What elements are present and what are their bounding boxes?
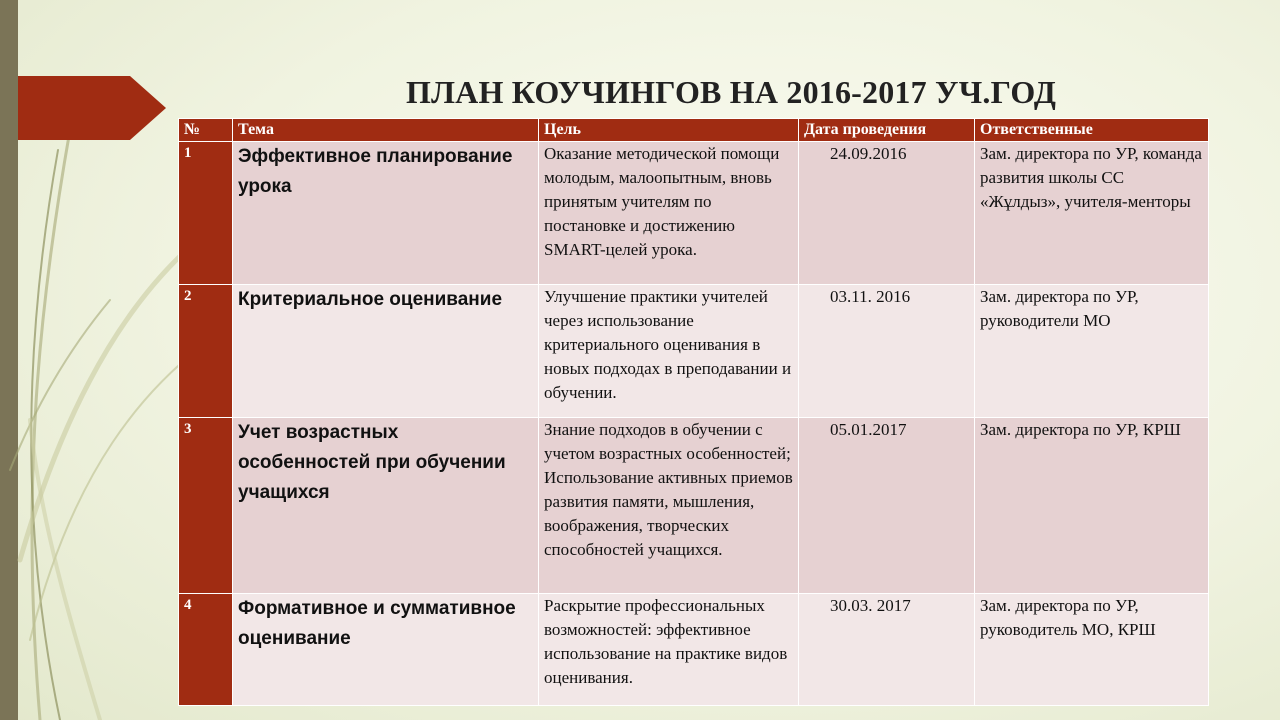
row-responsible: Зам. директора по УР, КРШ: [975, 418, 1209, 594]
row-number: 3: [179, 418, 233, 594]
row-date: 03.11. 2016: [799, 285, 975, 418]
coaching-plan-table: [178, 118, 1209, 706]
table-row: [179, 285, 1209, 418]
row-date: 30.03. 2017: [799, 594, 975, 706]
row-goal: Раскрытие профессиональных возможностей: эффективное использование на практике видов оценивания.: [539, 594, 799, 706]
header-goal: Цель: [539, 119, 799, 142]
row-number: 4: [179, 594, 233, 706]
row-goal: Оказание методической помощи молодым, малоопытным, вновь принятым учителям по постановке и достижению SMART-целей урока.: [539, 142, 799, 285]
row-responsible: Зам. директора по УР, руководитель МО, КРШ: [975, 594, 1209, 706]
row-number: 2: [179, 285, 233, 418]
table-row: [179, 142, 1209, 285]
table-row: [179, 418, 1209, 594]
table-header-row: [179, 119, 1209, 142]
row-date: 24.09.2016: [799, 142, 975, 285]
row-date: 05.01.2017: [799, 418, 975, 594]
row-goal: Знание подходов в обучении с учетом возрастных особенностей; Использование активных приемов развития памяти, мышления, воображения, творческих способностей учащихся.: [539, 418, 799, 594]
row-topic: Эффективное планирование урока: [233, 142, 539, 285]
row-number: 1: [179, 142, 233, 285]
row-topic: Критериальное оценивание: [233, 285, 539, 418]
header-date: Дата проведения: [799, 119, 975, 142]
row-responsible: Зам. директора по УР, команда развития школы СС «Жұлдыз», учителя-менторы: [975, 142, 1209, 285]
header-topic: Тема: [233, 119, 539, 142]
slide-title: ПЛАН КОУЧИНГОВ НА 2016-2017 УЧ.ГОД: [406, 74, 1057, 110]
arrow-banner-shape: [18, 76, 166, 140]
row-goal: Улучшение практики учителей через использование критериального оценивания в новых подходах в преподавании и обучении.: [539, 285, 799, 418]
header-num: №: [179, 119, 233, 142]
header-responsible: Ответственные: [975, 119, 1209, 142]
row-topic: Учет возрастных особенностей при обучении учащихся: [233, 418, 539, 594]
table-row: [179, 594, 1209, 706]
row-topic: Формативное и суммативное оценивание: [233, 594, 539, 706]
row-responsible: Зам. директора по УР, руководители МО: [975, 285, 1209, 418]
